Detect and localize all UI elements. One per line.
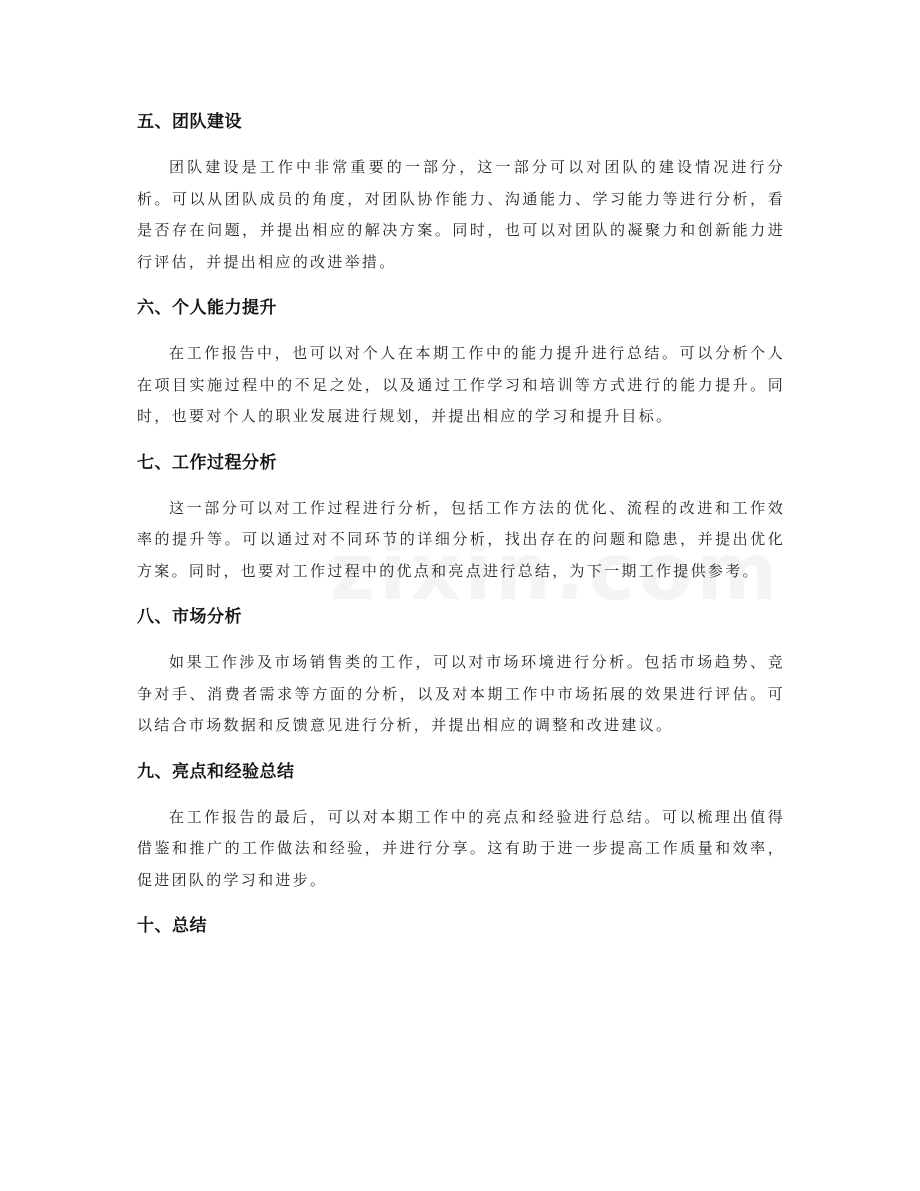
- section-title-highlights: 九、亮点和经验总结: [137, 761, 295, 782]
- section-body-work-process: 这一部分可以对工作过程进行分析，包括工作方法的优化、流程的改进和工作效率的提升等。可以通过对不同环节的详细分析，找出存在的问题和隐患，并提出优化方案。同时，也要对工作过程中的优点和亮点进行总结，为下一期工作提供参考。: [137, 498, 785, 580]
- section-title-team-building: 五、团队建设: [137, 112, 242, 132]
- section-body-highlights: 在工作报告的最后，可以对本期工作中的亮点和经验进行总结。可以梳理出值得借鉴和推广的工作做法和经验，并进行分享。这有助于进一步提高工作质量和效率，促进团队的学习和进步。: [137, 807, 785, 889]
- section-title-summary: 十、总结: [137, 916, 207, 936]
- section-body-personal-ability: 在工作报告中，也可以对个人在本期工作中的能力提升进行总结。可以分析个人在项目实施过程中的不足之处，以及通过工作学习和培训等方式进行的能力提升。同时，也要对个人的职业发展进行规划，并提出相应的学习和提升目标。: [137, 344, 785, 425]
- section-body-market-analysis: 如果工作涉及市场销售类的工作，可以对市场环境进行分析。包括市场趋势、竞争对手、消费者需求等方面的分析，以及对本期工作中市场拓展的效果进行评估。可以结合市场数据和反馈意见进行分析，并提出相应的调整和改进建议。: [137, 653, 785, 734]
- document-content: [137, 106, 785, 956]
- section-title-personal-ability: 六、个人能力提升: [137, 298, 277, 318]
- section-title-market-analysis: 八、市场分析: [137, 607, 242, 627]
- section-body-team-building: 团队建设是工作中非常重要的一部分，这一部分可以对团队的建设情况进行分析。可以从团队成员的角度，对团队协作能力、沟通能力、学习能力等进行分析，看是否存在问题，并提出相应的解决方案。同时，也可以对团队的凝聚力和创新能力进行评估，并提出相应的改进举措。: [137, 158, 785, 271]
- section-title-work-process: 七、工作过程分析: [137, 452, 277, 473]
